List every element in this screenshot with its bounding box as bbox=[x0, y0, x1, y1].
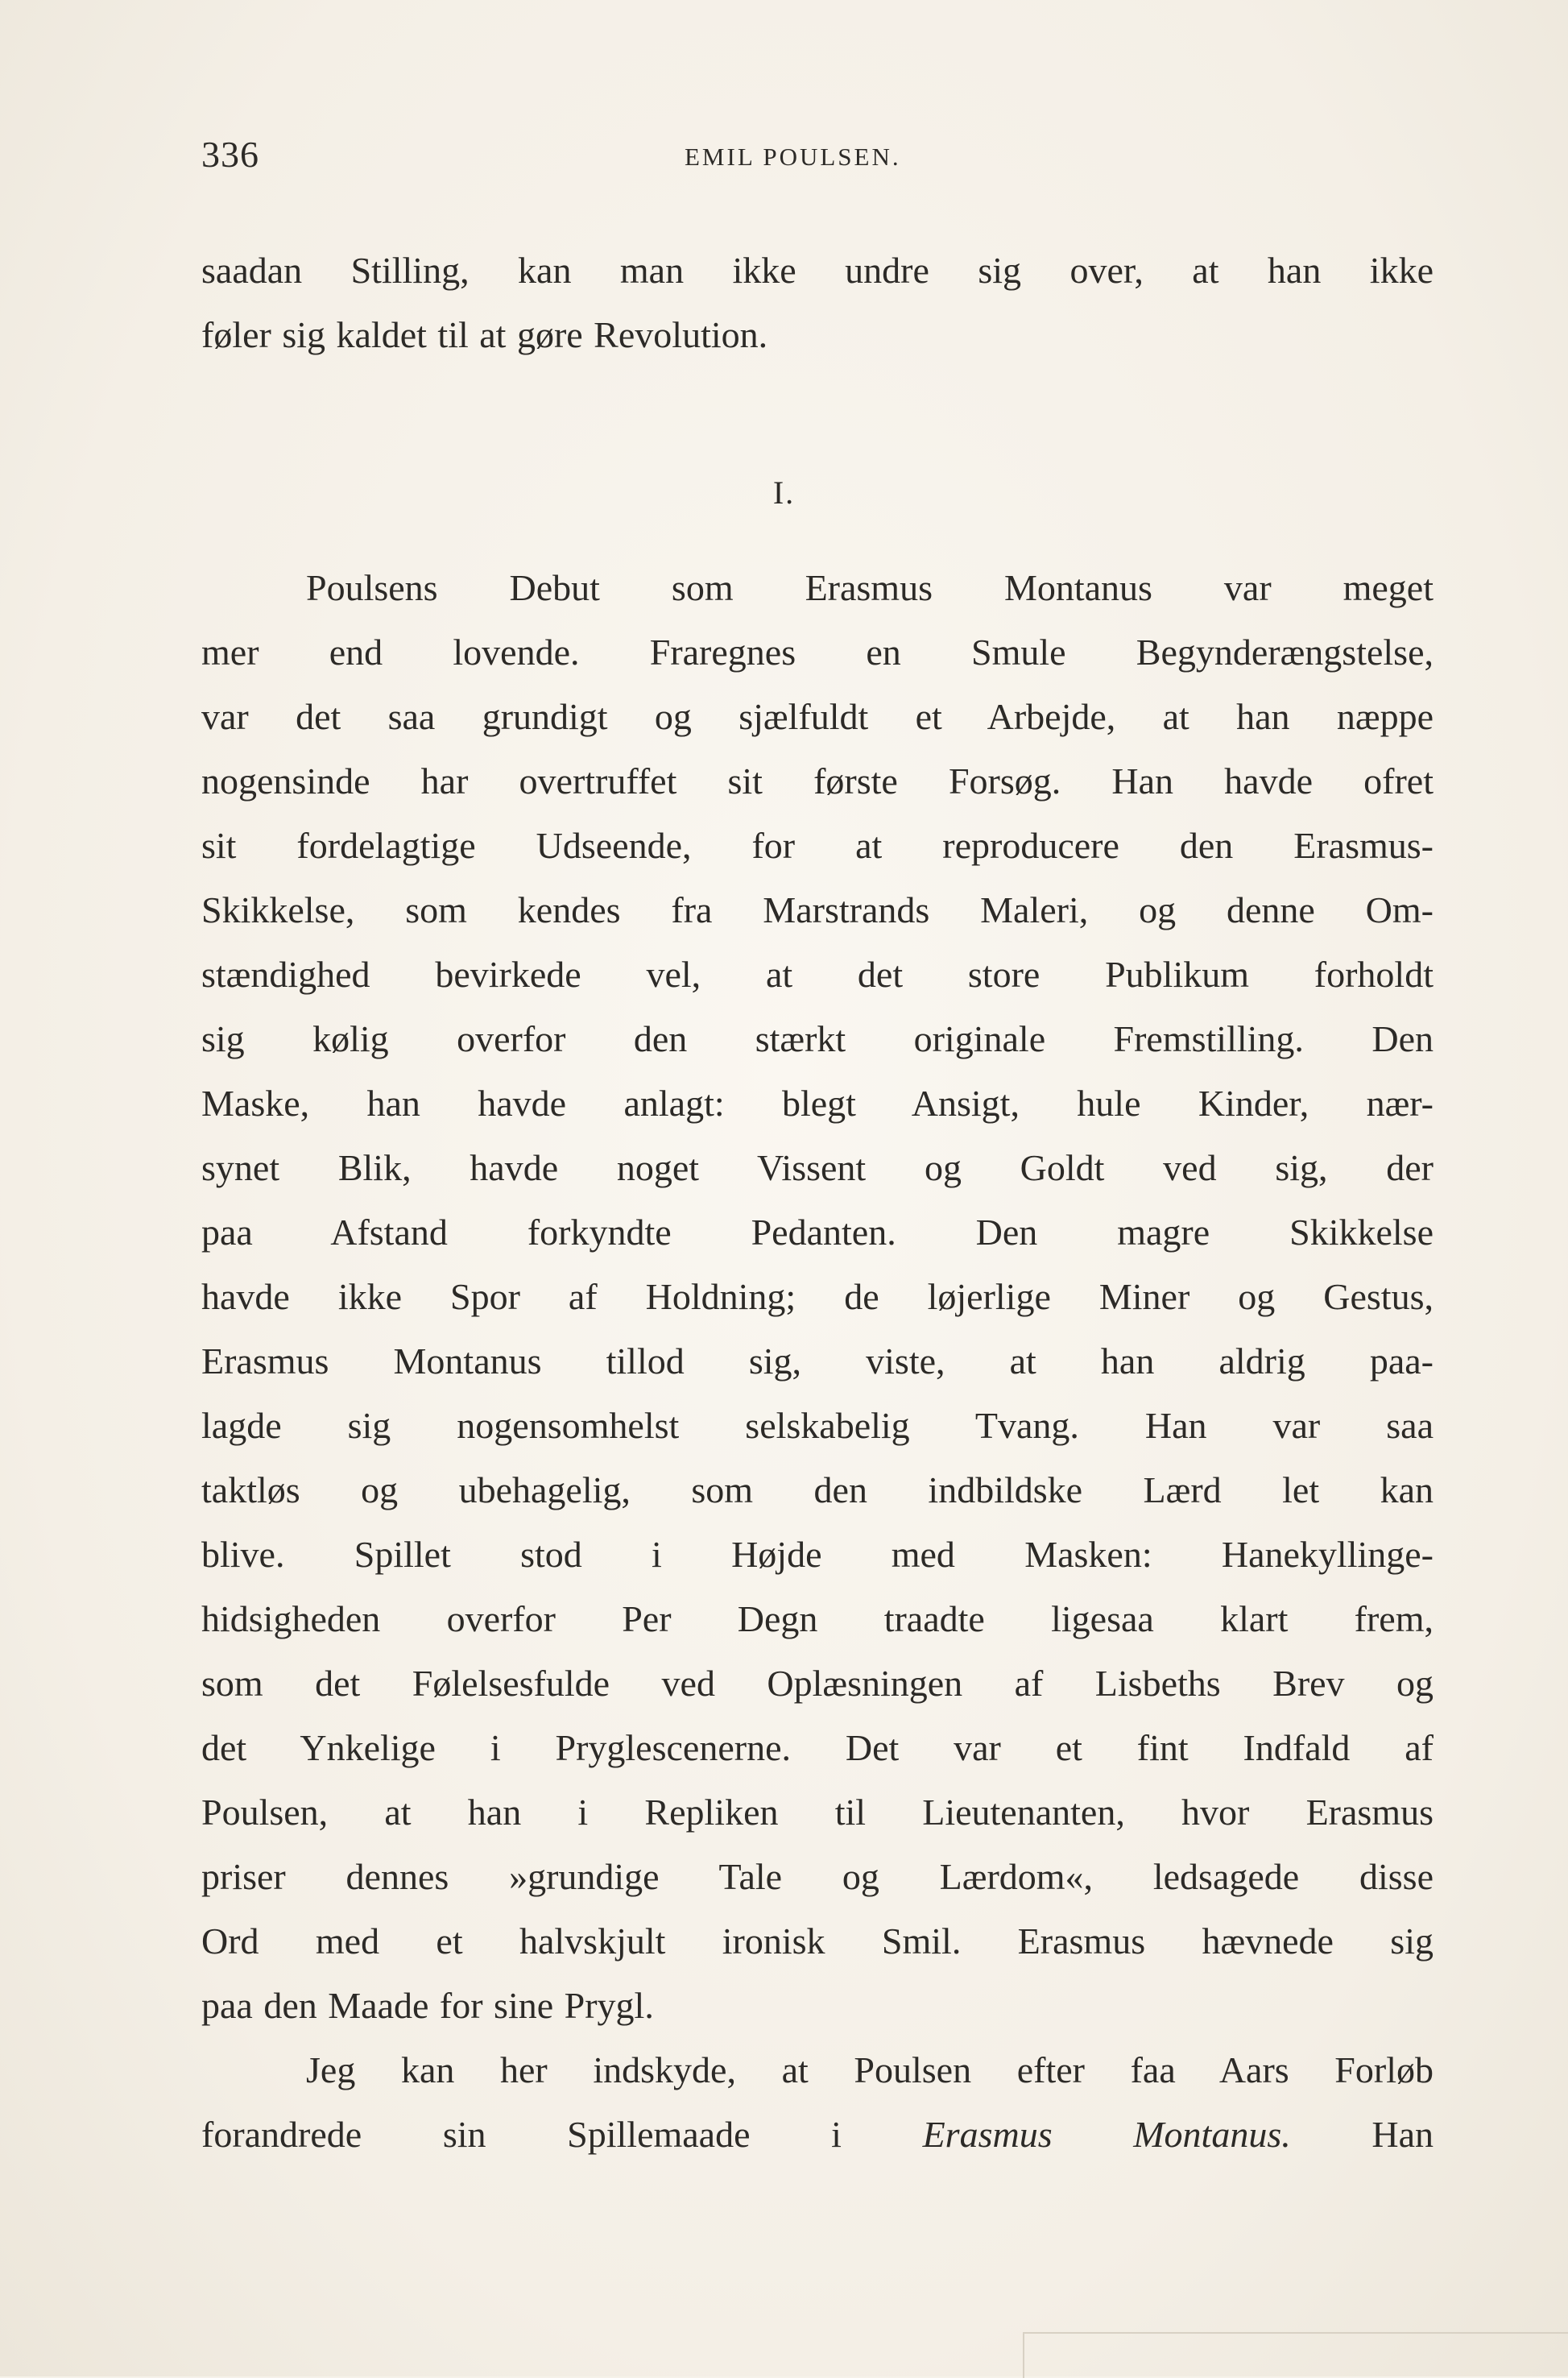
text-line: Maske, han havde anlagt: blegt Ansigt, hule Kinder, nær- bbox=[201, 1083, 1434, 1124]
text-line: synet Blik, havde noget Vissent og Goldt ved sig, der bbox=[201, 1147, 1434, 1188]
text-line: nogensinde har overtruffet sit første Forsøg. Han havde ofret bbox=[201, 760, 1434, 802]
text-line: Skikkelse, som kendes fra Marstrands Maleri, og denne Om- bbox=[201, 889, 1434, 930]
page-number: 336 bbox=[201, 134, 259, 175]
text-line: var det saa grundigt og sjælfuldt et Arbejde, at han næppe bbox=[201, 696, 1434, 737]
text-line: Poulsen, at han i Repliken til Lieutenanten, hvor Erasmus bbox=[201, 1792, 1434, 1833]
book-title: Erasmus Montanus. bbox=[922, 2114, 1291, 2155]
text-segment: Han bbox=[1371, 2114, 1434, 2155]
text-line: havde ikke Spor af Holdning; de løjerlige Miner og Gestus, bbox=[201, 1276, 1434, 1317]
text-line: lagde sig nogensomhelst selskabelig Tvang. Han var saa bbox=[201, 1405, 1434, 1446]
section-number: I. bbox=[772, 474, 796, 511]
carryover-paragraph bbox=[201, 238, 1434, 367]
text-line: blive. Spillet stod i Højde med Masken: Hanekyllinge- bbox=[201, 1534, 1434, 1575]
scan-edge-mark bbox=[1023, 2332, 1568, 2378]
text-line: Erasmus Montanus tillod sig, viste, at han aldrig paa- bbox=[201, 1340, 1434, 1382]
text-line: som det Følelsesfulde ved Oplæsningen af Lisbeths Brev og bbox=[201, 1663, 1434, 1704]
paragraph-1 bbox=[201, 556, 1434, 2167]
text-line bbox=[201, 2102, 1434, 2167]
running-head: EMIL POULSEN. bbox=[685, 143, 901, 171]
text-line: Jeg kan her indskyde, at Poulsen efter faa Aars Forløb bbox=[306, 2049, 1434, 2090]
text-line: mer end lovende. Fraregnes en Smule Begynderængstelse, bbox=[201, 632, 1434, 673]
text-line: det Ynkelige i Pryglescenerne. Det var et fint Indfald af bbox=[201, 1727, 1434, 1768]
text-line: sig kølig overfor den stærkt originale Fremstilling. Den bbox=[201, 1018, 1434, 1059]
text-line: priser dennes »grundige Tale og Lærdom«, ledsagede disse bbox=[201, 1856, 1434, 1897]
text-line: sit fordelagtige Udseende, for at reproducere den Erasmus- bbox=[201, 825, 1434, 866]
text-line: saadan Stilling, kan man ikke undre sig over, at han ikke bbox=[201, 250, 1434, 291]
text-line: hidsigheden overfor Per Degn traadte ligesaa klart frem, bbox=[201, 1598, 1434, 1639]
text-line: stændighed bevirkede vel, at det store Publikum forholdt bbox=[201, 954, 1434, 995]
text-line: Poulsens Debut som Erasmus Montanus var meget bbox=[306, 567, 1434, 608]
text-line: Ord med et halvskjult ironisk Smil. Erasmus hævnede sig bbox=[201, 1920, 1434, 1962]
text-line: føler sig kaldet til at gøre Revolution. bbox=[201, 314, 768, 355]
text-line: paa Afstand forkyndte Pedanten. Den magre Skikkelse bbox=[201, 1212, 1434, 1253]
text-line: taktløs og ubehagelig, som den indbildske Lærd let kan bbox=[201, 1469, 1434, 1510]
text-line: paa den Maade for sine Prygl. bbox=[201, 1985, 654, 2026]
text-segment: forandrede sin Spillemaade i bbox=[201, 2114, 842, 2155]
page-header bbox=[201, 133, 1434, 197]
